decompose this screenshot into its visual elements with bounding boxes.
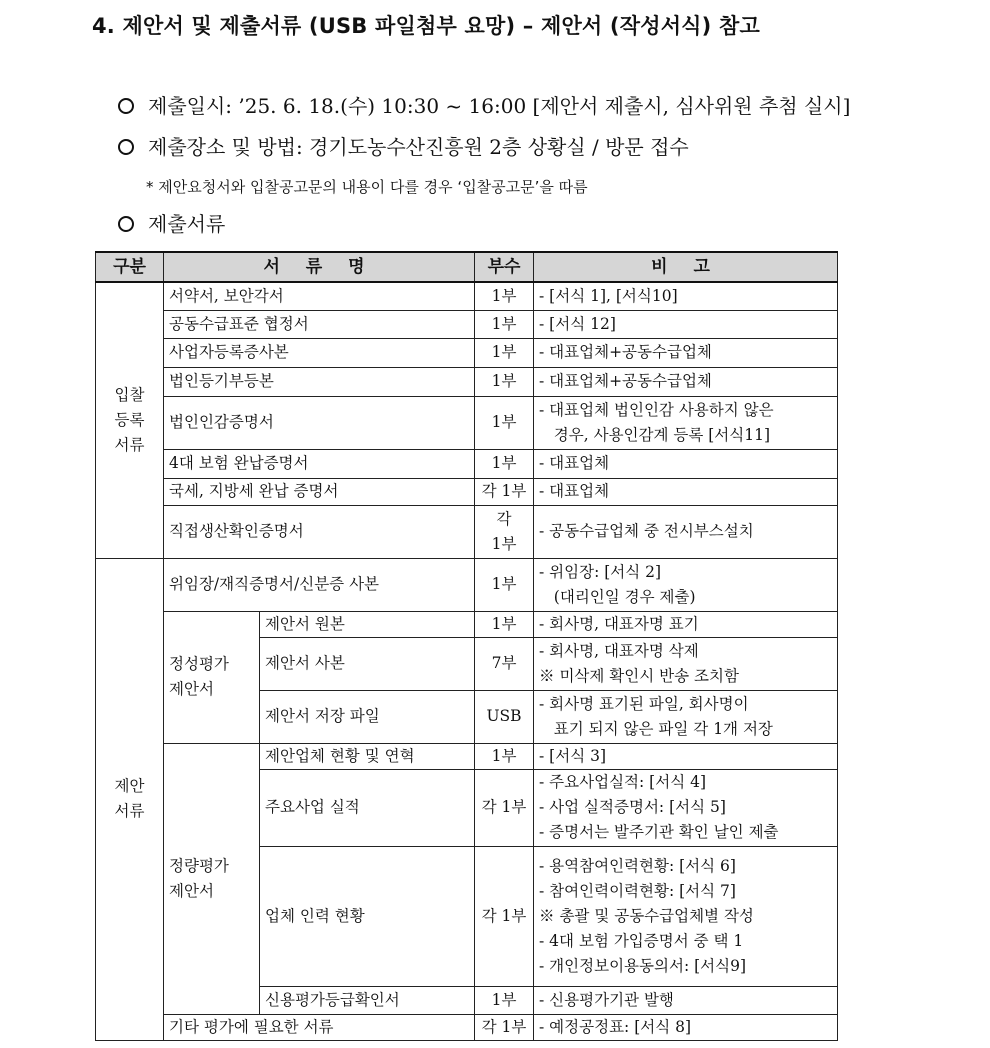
doc-remarks: - 회사명 표기된 파일, 회사명이 표기 되지 않은 파일 각 1개 저장 [534, 690, 838, 743]
bullet-documents [118, 208, 225, 237]
table-row [96, 743, 838, 769]
doc-copies: 각 1부 [475, 846, 534, 986]
doc-name: 제안서 사본 [260, 637, 475, 690]
bullet-text: 제출서류 [148, 212, 226, 236]
doc-remarks: - 예정공정표: [서식 8] [534, 1014, 838, 1040]
doc-copies: 각 1부 [475, 769, 534, 846]
table-row [96, 310, 838, 338]
doc-remarks: - [서식 1], [서식10] [534, 282, 838, 310]
doc-name: 제안서 저장 파일 [260, 690, 475, 743]
doc-copies: 1부 [475, 986, 534, 1014]
header-doc-name: 서 류 명 [164, 252, 475, 282]
doc-name: 신용평가등급확인서 [260, 986, 475, 1014]
doc-copies: 1부 [475, 310, 534, 338]
doc-name: 직접생산확인증명서 [164, 505, 475, 558]
doc-copies: 1부 [475, 282, 534, 310]
doc-name: 사업자등록증사본 [164, 338, 475, 367]
doc-copies: 1부 [475, 367, 534, 396]
section-heading: 4. 제안서 및 제출서류 (USB 파일첨부 요망) – 제안서 (작성서식) 참고 [92, 14, 760, 38]
doc-name: 제안서 원본 [260, 611, 475, 637]
doc-name: 기타 평가에 필요한 서류 [164, 1014, 475, 1040]
doc-copies: 7부 [475, 637, 534, 690]
doc-name: 공동수급표준 협정서 [164, 310, 475, 338]
category-bid-registration: 입찰 등록 서류 [96, 282, 164, 558]
doc-remarks: - 대표업체 법인인감 사용하지 않은 경우, 사용인감계 등록 [서식11] [534, 396, 838, 449]
table-row [96, 396, 838, 449]
doc-name: 법인인감증명서 [164, 396, 475, 449]
doc-copies: USB [475, 690, 534, 743]
doc-remarks: - 회사명, 대표자명 표기 [534, 611, 838, 637]
doc-remarks: - 대표업체 [534, 449, 838, 478]
doc-name: 서약서, 보안각서 [164, 282, 475, 310]
bullet-submission-datetime [118, 90, 850, 119]
doc-name: 4대 보험 완납증명서 [164, 449, 475, 478]
doc-copies: 각 1부 [475, 478, 534, 505]
doc-copies: 1부 [475, 449, 534, 478]
header-remarks: 비 고 [534, 252, 838, 282]
doc-remarks: - 주요사업실적: [서식 4] - 사업 실적증명서: [서식 5] - 증명서는 발주기관 확인 날인 제출 [534, 769, 838, 846]
doc-remarks: - 신용평가기관 발행 [534, 986, 838, 1014]
doc-remarks: - 위임장: [서식 2] (대리인일 경우 제출) [534, 558, 838, 611]
doc-remarks: - 대표업체 [534, 478, 838, 505]
bullet-submission-place [118, 131, 689, 160]
header-copies: 부수 [475, 252, 534, 282]
table-row [96, 338, 838, 367]
table-row [96, 449, 838, 478]
doc-name: 국세, 지방세 완납 증명서 [164, 478, 475, 505]
doc-name: 주요사업 실적 [260, 769, 475, 846]
doc-remarks: - 공동수급업체 중 전시부스설치 [534, 505, 838, 558]
doc-remarks: - 대표업체+공동수급업체 [534, 367, 838, 396]
table-row [96, 1014, 838, 1040]
table-row [96, 367, 838, 396]
table-row [96, 611, 838, 637]
doc-copies: 1부 [475, 743, 534, 769]
header-category: 구분 [96, 252, 164, 282]
subcategory-quantitative: 정량평가 제안서 [164, 743, 260, 1014]
doc-copies: 각 1부 [475, 505, 534, 558]
circle-bullet-icon [118, 139, 134, 155]
doc-name: 법인등기부등본 [164, 367, 475, 396]
doc-remarks: - [서식 12] [534, 310, 838, 338]
category-proposal: 제안 서류 [96, 558, 164, 1040]
documents-table [95, 251, 838, 1041]
doc-remarks: - [서식 3] [534, 743, 838, 769]
doc-name: 위임장/재직증명서/신분증 사본 [164, 558, 475, 611]
subcategory-qualitative: 정성평가 제안서 [164, 611, 260, 743]
doc-name: 제안업체 현황 및 연혁 [260, 743, 475, 769]
table-row [96, 505, 838, 558]
doc-copies: 1부 [475, 396, 534, 449]
doc-remarks: - 용역참여인력현황: [서식 6] - 참여인력이력현황: [서식 7] ※ 총괄 및 공동수급업체별 작성 - 4대 보험 가입증명서 중 택 1 - 개인정보이용동의서: [서식9] [534, 846, 838, 986]
doc-remarks: - 회사명, 대표자명 삭제 ※ 미삭제 확인시 반송 조치함 [534, 637, 838, 690]
circle-bullet-icon [118, 98, 134, 114]
doc-remarks: - 대표업체+공동수급업체 [534, 338, 838, 367]
doc-copies: 1부 [475, 558, 534, 611]
doc-copies: 1부 [475, 338, 534, 367]
table-row [96, 558, 838, 611]
circle-bullet-icon [118, 216, 134, 232]
footnote: * 제안요청서와 입찰공고문의 내용이 다를 경우 ‘입찰공고문’을 따름 [146, 178, 588, 196]
bullet-text: 제출일시: ’25. 6. 18.(수) 10:30 ~ 16:00 [제안서 제출시, 심사위원 추첨 실시] [148, 94, 851, 118]
doc-copies: 1부 [475, 611, 534, 637]
doc-name: 업체 인력 현황 [260, 846, 475, 986]
bullet-text: 제출장소 및 방법: 경기도농수산진흥원 2층 상황실 / 방문 접수 [148, 135, 689, 159]
table-row [96, 478, 838, 505]
table-row [96, 282, 838, 310]
doc-copies: 각 1부 [475, 1014, 534, 1040]
